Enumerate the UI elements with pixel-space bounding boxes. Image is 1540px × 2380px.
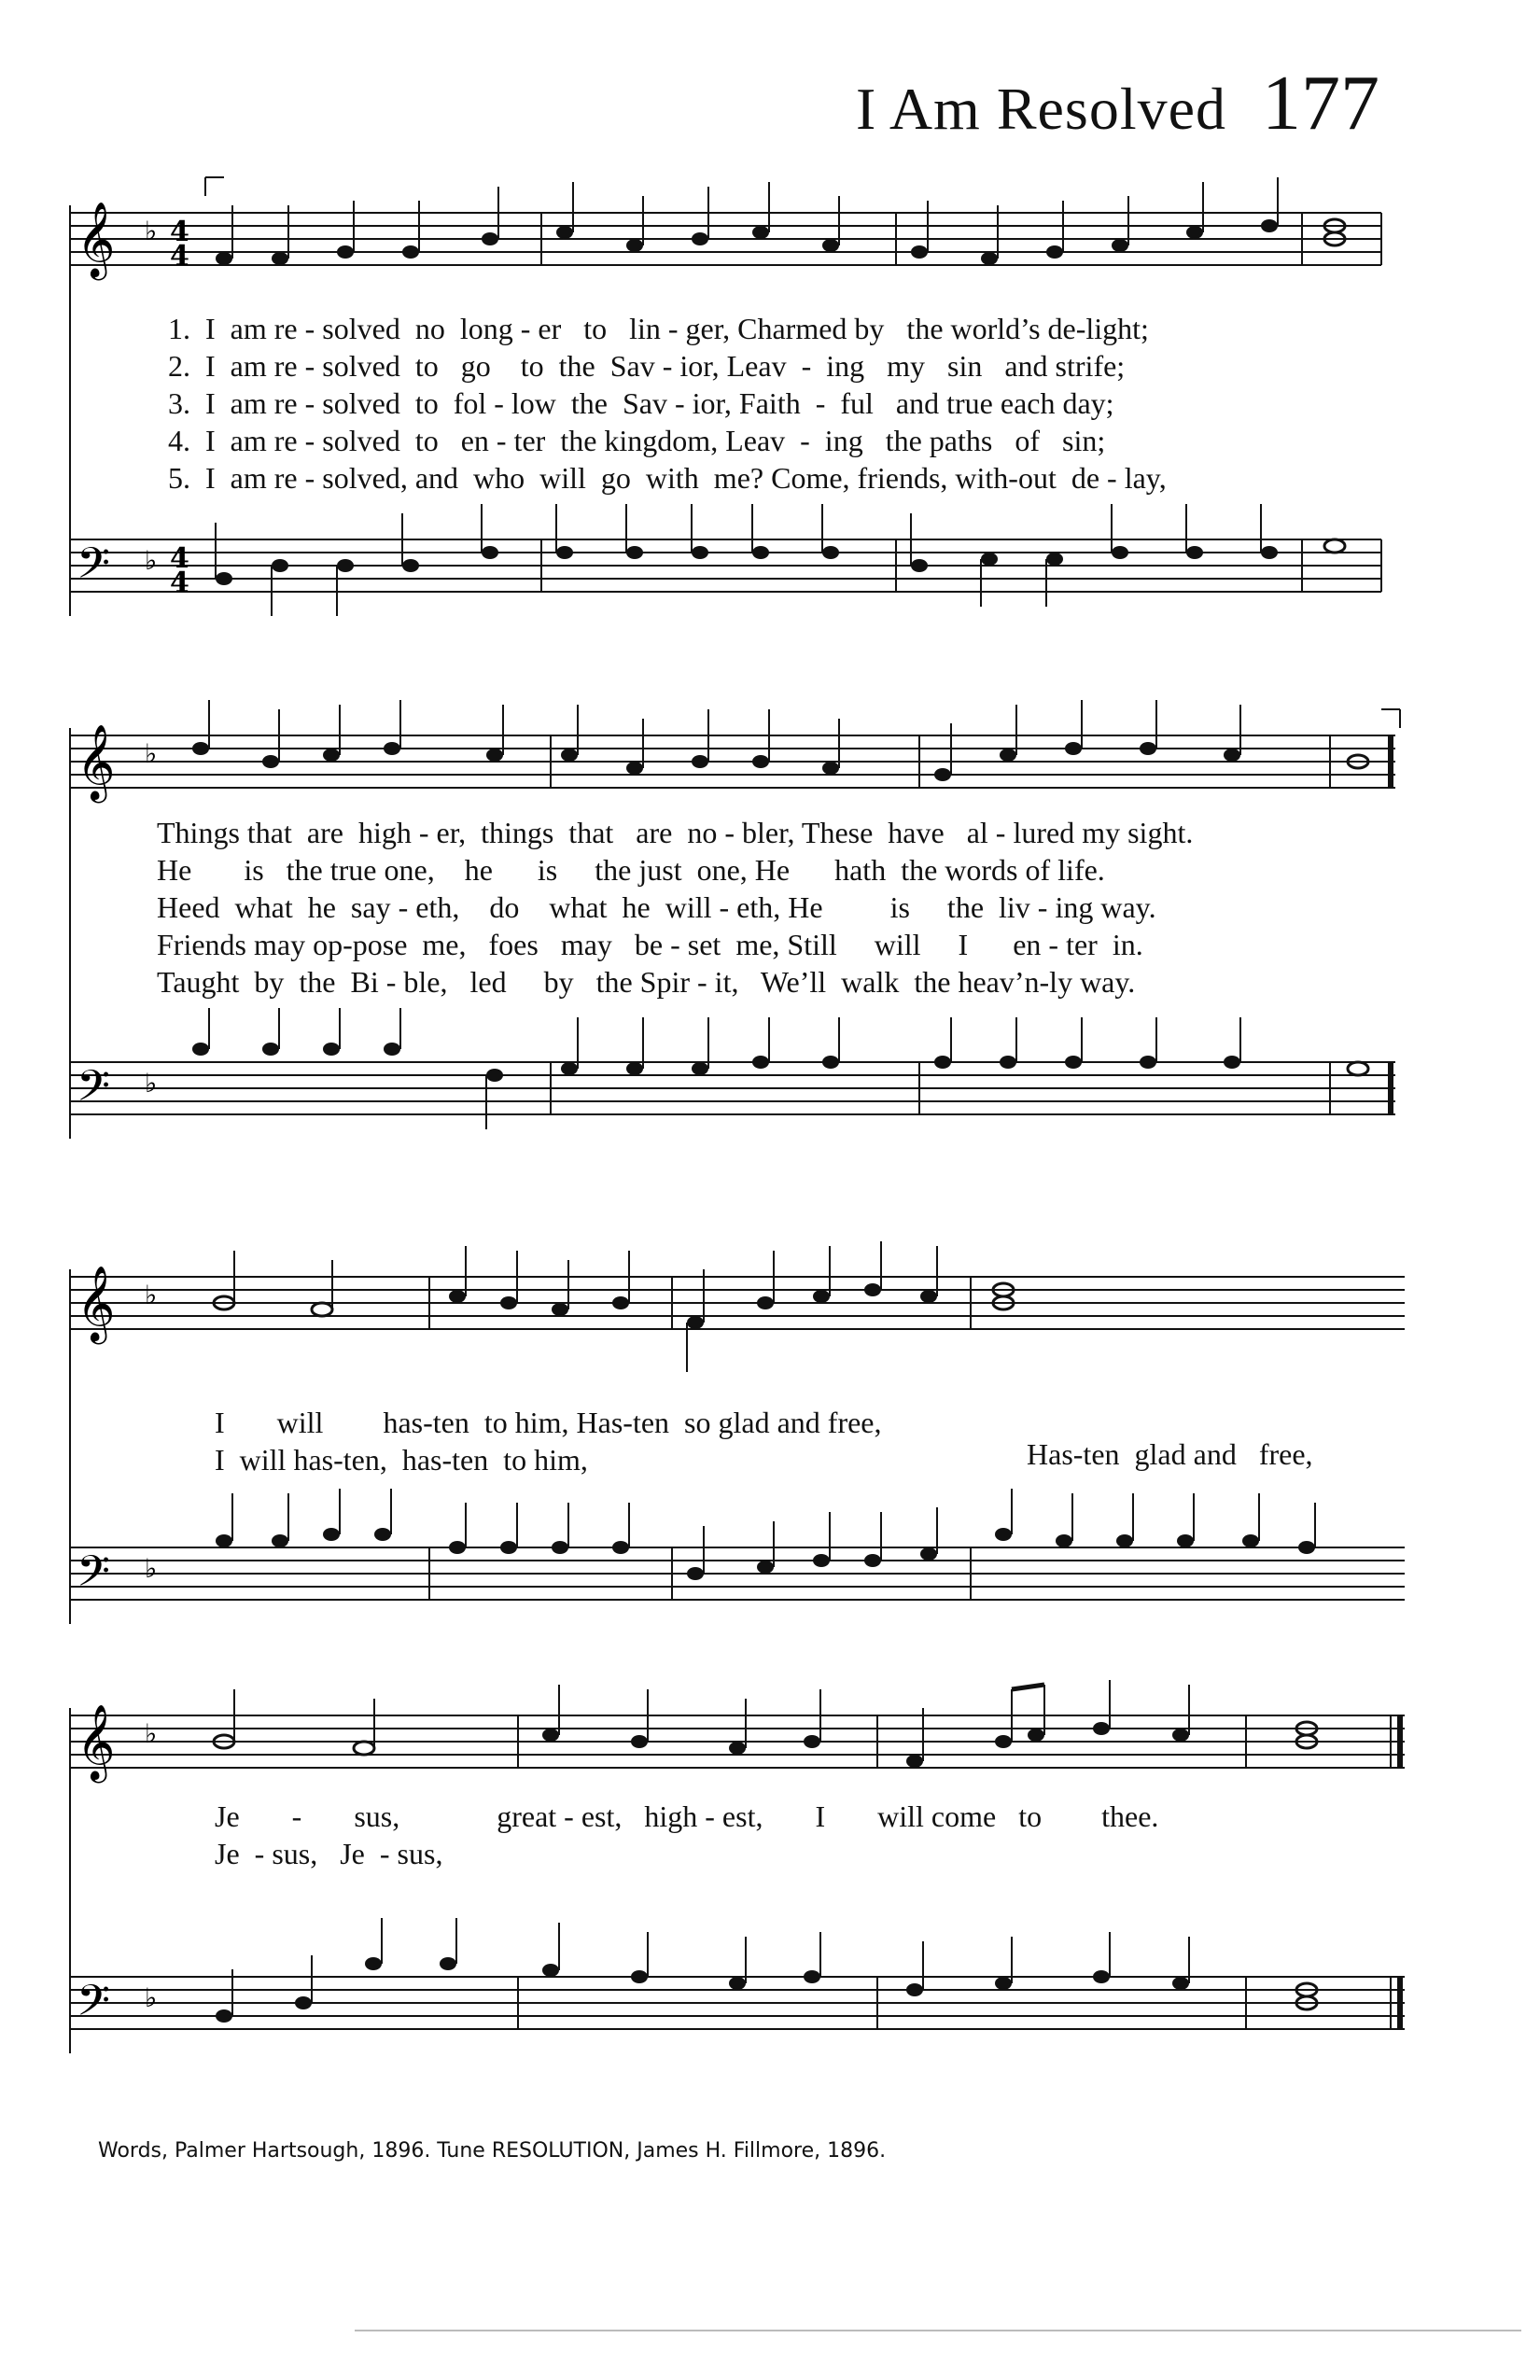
refrain-line-2-echo: Je - sus, Je - sus, <box>215 1837 443 1870</box>
credits-footer: Words, Palmer Hartsough, 1896. Tune RESOLUTION, James H. Fillmore, 1896. <box>98 2139 887 2163</box>
verse-2-line-2: He is the true one, he is the just one, He hath the words of life. <box>157 853 1105 887</box>
svg-text:𝄞: 𝄞 <box>77 1265 116 1341</box>
svg-text:4: 4 <box>170 567 189 599</box>
verse-4-line-2: Friends may op-pose me, foes may be - set me, Still will I en - ter in. <box>157 928 1143 961</box>
bass-staff-1 <box>70 539 1381 592</box>
svg-text:4: 4 <box>170 240 189 273</box>
svg-text:4: 4 <box>170 216 189 248</box>
hymn-header <box>856 58 1379 148</box>
bottom-rule <box>355 2330 1521 2331</box>
svg-text:𝄢: 𝄢 <box>77 1547 111 1607</box>
refrain-line-2: Je - sus, great - est, high - est, I will come to thee. <box>215 1799 1159 1833</box>
verse-5-line-1: 5. I am re - solved, and who will go with me? Come, friends, with-out de - lay, <box>168 461 1167 495</box>
refrain-line-1-echo-end: Has-ten glad and free, <box>1027 1437 1313 1471</box>
svg-text:𝄞: 𝄞 <box>77 723 116 800</box>
hymn-title: I Am Resolved <box>856 76 1226 142</box>
verse-3-line-1: 3. I am re - solved to fol - low the Sav - ior, Faith - ful and true each day; <box>168 386 1114 420</box>
verse-1-line-1: 1. I am re - solved no long - er to lin - ger, Charmed by the world’s de-light; <box>168 312 1149 345</box>
svg-text:𝄢: 𝄢 <box>77 1061 111 1122</box>
hymn-number: 177 <box>1262 60 1379 147</box>
svg-text:♭: ♭ <box>145 1068 158 1099</box>
treble-staff-1 <box>70 213 1381 265</box>
bass-clef-icon: 𝄢 <box>77 539 111 599</box>
verse-3-line-2: Heed what he say - eth, do what he will - eth, He is the liv - ing way. <box>157 890 1156 924</box>
svg-text:𝄢: 𝄢 <box>77 1976 111 2037</box>
verse-4-line-1: 4. I am re - solved to en - ter the kingdom, Leav - ing the paths of sin; <box>168 424 1106 457</box>
refrain-line-1: I will has-ten to him, Has-ten so glad and free, <box>215 1406 882 1439</box>
bass-notes-3 <box>216 1528 1315 1580</box>
svg-text:♭: ♭ <box>145 1982 158 2013</box>
flat-icon: ♭ <box>145 216 158 246</box>
svg-text:4: 4 <box>170 542 189 575</box>
verse-2-line-1: 2. I am re - solved to go to the Sav - ior, Leav - ing my sin and strife; <box>168 349 1126 383</box>
verse-5-line-2: Taught by the Bi - ble, led by the Spir - it, We’ll walk the heav’n-ly way. <box>157 965 1136 999</box>
staff-system-4 <box>0 1671 1540 2072</box>
refrain-line-1-echo: I will has-ten, has-ten to him, <box>215 1443 588 1477</box>
svg-text:𝄞: 𝄞 <box>77 1703 116 1780</box>
svg-text:♭: ♭ <box>145 738 158 769</box>
svg-text:♭: ♭ <box>145 545 158 576</box>
treble-clef-icon: 𝄞 <box>77 201 116 277</box>
svg-text:♭: ♭ <box>145 1718 158 1749</box>
svg-text:♭: ♭ <box>145 1553 158 1584</box>
svg-text:♭: ♭ <box>145 1280 158 1310</box>
verse-1-line-2: Things that are high - er, things that are no - bler, These have al - lured my sight. <box>157 816 1194 849</box>
